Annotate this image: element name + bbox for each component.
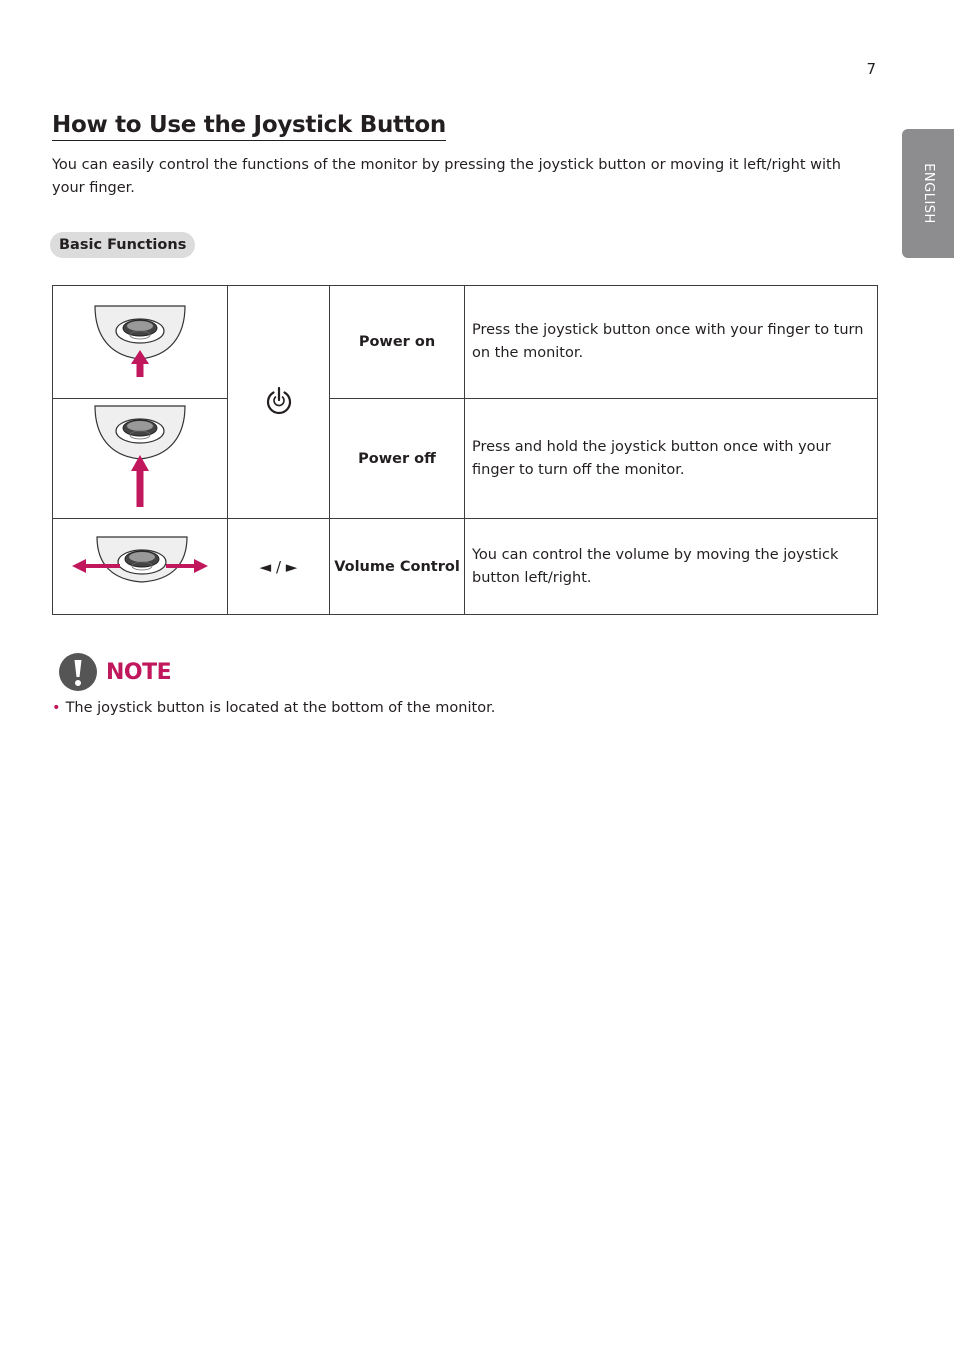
page-title: How to Use the Joystick Button	[52, 110, 446, 141]
left-right-arrows-icon: ◄ / ►	[259, 558, 298, 576]
power-symbol-cell	[228, 286, 330, 519]
function-description: Press the joystick button once with your finger to turn on the monitor.	[465, 286, 878, 399]
illustration-cell	[53, 286, 228, 399]
section-tag: Basic Functions	[50, 232, 195, 258]
illustration-cell	[53, 399, 228, 519]
note-list-item	[52, 697, 495, 720]
functions-table	[52, 285, 878, 615]
table-row	[53, 399, 878, 519]
page-number: 7	[866, 60, 876, 78]
joystick-press-illustration	[90, 301, 190, 379]
language-tab	[902, 129, 954, 258]
language-tab-label: ENGLISH	[920, 163, 936, 224]
function-name: Power off	[330, 399, 465, 519]
table-row	[53, 286, 878, 399]
function-description: Press and hold the joystick button once with your finger to turn off the monitor.	[465, 399, 878, 519]
joystick-hold-illustration	[90, 403, 190, 511]
intro-text: You can easily control the functions of the monitor by pressing the joystick button or moving it left/right with your finger.	[52, 157, 841, 196]
power-icon	[264, 384, 294, 416]
table-row	[53, 519, 878, 615]
note-header	[58, 652, 171, 692]
function-description: You can control the volume by moving the joystick button left/right.	[465, 519, 878, 615]
note-text: The joystick button is located at the bottom of the monitor.	[65, 700, 496, 716]
exclamation-icon	[58, 652, 98, 692]
arrow-symbol-cell	[228, 519, 330, 615]
joystick-move-illustration	[70, 534, 210, 596]
note-heading: NOTE	[106, 659, 172, 685]
bullet: •	[52, 700, 61, 716]
illustration-cell	[53, 519, 228, 615]
function-name: Volume Control	[330, 519, 465, 615]
function-name: Power on	[330, 286, 465, 399]
